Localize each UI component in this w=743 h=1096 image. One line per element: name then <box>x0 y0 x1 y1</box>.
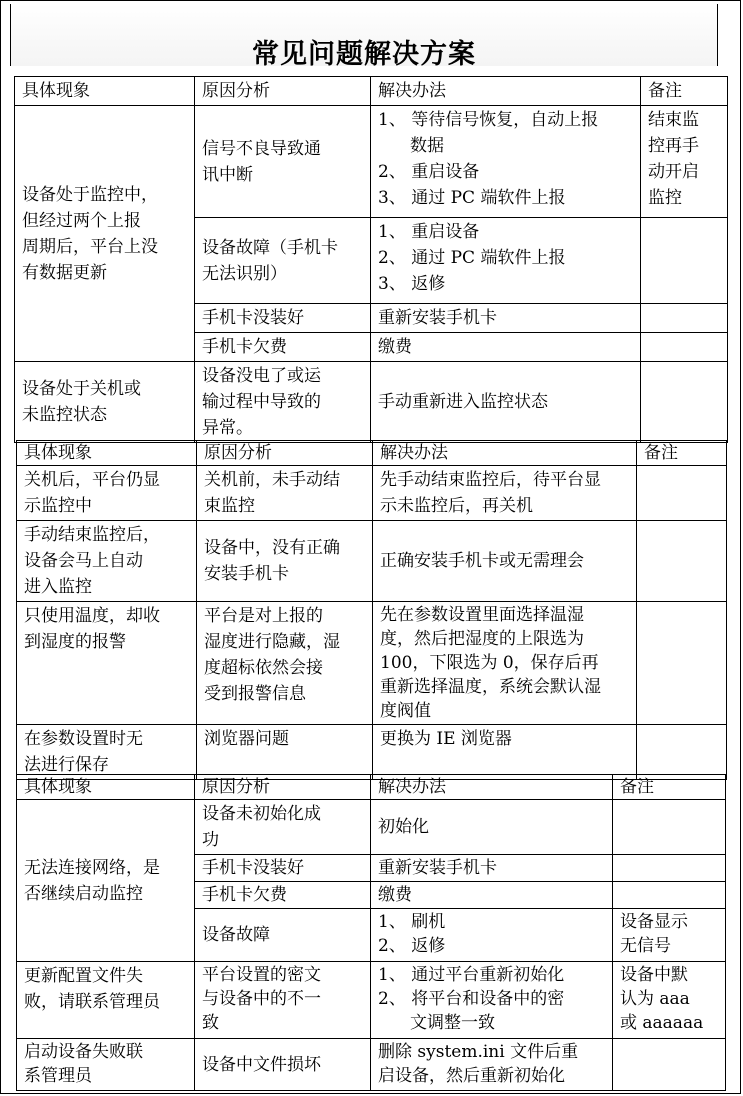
solution-cell: 重新安装手机卡 <box>371 855 613 882</box>
header-cause: 原因分析 <box>195 77 371 106</box>
note-cell <box>637 725 727 780</box>
page-title: 常见问题解决方案 <box>252 39 476 70</box>
header-cause: 原因分析 <box>197 441 373 466</box>
note-cell <box>613 800 726 855</box>
cause-cell: 平台是对上报的 湿度进行隐藏，湿 度超标依然会接 受到报警信息 <box>197 602 373 725</box>
note-cell <box>641 218 728 304</box>
symptom-cell: 更新配置文件失 败，请联系管理员 <box>17 962 195 1039</box>
header-solution: 解决办法 <box>373 441 637 466</box>
solution-cell: 1、 等待信号恢复，自动上报 数据 2、 重启设备 3、 通过 PC 端软件上报 <box>371 106 641 218</box>
solution-cell: 删除 system.ini 文件后重 启设备，然后重新初始化 <box>371 1039 613 1091</box>
note-cell <box>641 304 728 333</box>
cause-cell: 浏览器问题 <box>197 725 373 780</box>
solution-cell: 先在参数设置里面选择温湿 度，然后把湿度的上限选为 100，下限选为 0，保存后再 重新选择温度，系统会默认湿 度阀值 <box>373 602 637 725</box>
note-cell <box>637 602 727 725</box>
solution-cell: 1、 通过平台重新初始化 2、 将平台和设备中的密 文调整一致 <box>371 962 613 1039</box>
header-cause: 原因分析 <box>195 775 371 800</box>
cause-cell: 手机卡欠费 <box>195 882 371 909</box>
note-cell <box>641 333 728 362</box>
cause-cell: 手机卡没装好 <box>195 855 371 882</box>
note-cell <box>637 466 727 521</box>
solution-cell: 正确安装手机卡或无需理会 <box>373 521 637 602</box>
note-cell <box>613 882 726 909</box>
header-note: 备注 <box>637 441 727 466</box>
table-row <box>17 1039 726 1091</box>
table-header-row <box>17 441 727 466</box>
symptom-cell: 设备处于监控中， 但经过两个上报 周期后，平台上没 有数据更新 <box>15 106 195 362</box>
solution-cell: 更换为 IE 浏览器 <box>373 725 637 780</box>
note-cell: 设备中默 认为 aaa 或 aaaaaa <box>613 962 726 1039</box>
faq-table-1 <box>14 76 728 443</box>
header-note: 备注 <box>641 77 728 106</box>
table-row <box>15 106 728 218</box>
note-cell <box>613 855 726 882</box>
symptom-cell: 在参数设置时无 法进行保存 <box>17 725 197 780</box>
note-cell <box>641 362 728 443</box>
symptom-cell: 手动结束监控后， 设备会马上自动 进入监控 <box>17 521 197 602</box>
cause-cell: 设备故障（手机卡 无法识别） <box>195 218 371 304</box>
header-symptom: 具体现象 <box>17 775 195 800</box>
table-row <box>17 962 726 1039</box>
header-solution: 解决办法 <box>371 77 641 106</box>
solution-cell: 1、 刷机 2、 返修 <box>371 909 613 962</box>
note-cell <box>637 521 727 602</box>
symptom-cell: 关机后，平台仍显 示监控中 <box>17 466 197 521</box>
table-header-row <box>17 775 726 800</box>
symptom-cell: 无法连接网络，是 否继续启动监控 <box>17 800 195 962</box>
cause-cell: 设备未初始化成 功 <box>195 800 371 855</box>
symptom-cell: 设备处于关机或 未监控状态 <box>15 362 195 443</box>
solution-cell: 缴费 <box>371 882 613 909</box>
note-cell: 结束监 控再手 动开启 监控 <box>641 106 728 218</box>
symptom-cell: 启动设备失败联 系管理员 <box>17 1039 195 1091</box>
table-row <box>17 725 727 780</box>
header-note: 备注 <box>613 775 726 800</box>
faq-table-3 <box>16 774 726 1091</box>
note-cell <box>613 1039 726 1091</box>
table-row <box>17 521 727 602</box>
table-row <box>17 800 726 855</box>
header-solution: 解决办法 <box>371 775 613 800</box>
cause-cell: 设备中，没有正确 安装手机卡 <box>197 521 373 602</box>
cause-cell: 手机卡欠费 <box>195 333 371 362</box>
solution-cell: 1、 重启设备 2、 通过 PC 端软件上报 3、 返修 <box>371 218 641 304</box>
solution-cell: 初始化 <box>371 800 613 855</box>
solution-cell: 缴费 <box>371 333 641 362</box>
cause-cell: 平台设置的密文 与设备中的不一 致 <box>195 962 371 1039</box>
table-row <box>17 602 727 725</box>
cause-cell: 信号不良导致通 讯中断 <box>195 106 371 218</box>
faq-table-2 <box>16 440 727 780</box>
cause-cell: 关机前，未手动结 束监控 <box>197 466 373 521</box>
header-symptom: 具体现象 <box>15 77 195 106</box>
title-banner <box>10 4 718 70</box>
cause-cell: 手机卡没装好 <box>195 304 371 333</box>
symptom-cell: 只使用温度，却收 到湿度的报警 <box>17 602 197 725</box>
solution-cell: 先手动结束监控后，待平台显 示未监控后，再关机 <box>373 466 637 521</box>
note-cell: 设备显示 无信号 <box>613 909 726 962</box>
cause-cell: 设备故障 <box>195 909 371 962</box>
table-row <box>15 362 728 443</box>
cause-cell: 设备中文件损坏 <box>195 1039 371 1091</box>
cause-cell: 设备没电了或运 输过程中导致的 异常。 <box>195 362 371 443</box>
table-row <box>17 466 727 521</box>
table-header-row <box>15 77 728 106</box>
header-symptom: 具体现象 <box>17 441 197 466</box>
solution-cell: 手动重新进入监控状态 <box>371 362 641 443</box>
solution-cell: 重新安装手机卡 <box>371 304 641 333</box>
